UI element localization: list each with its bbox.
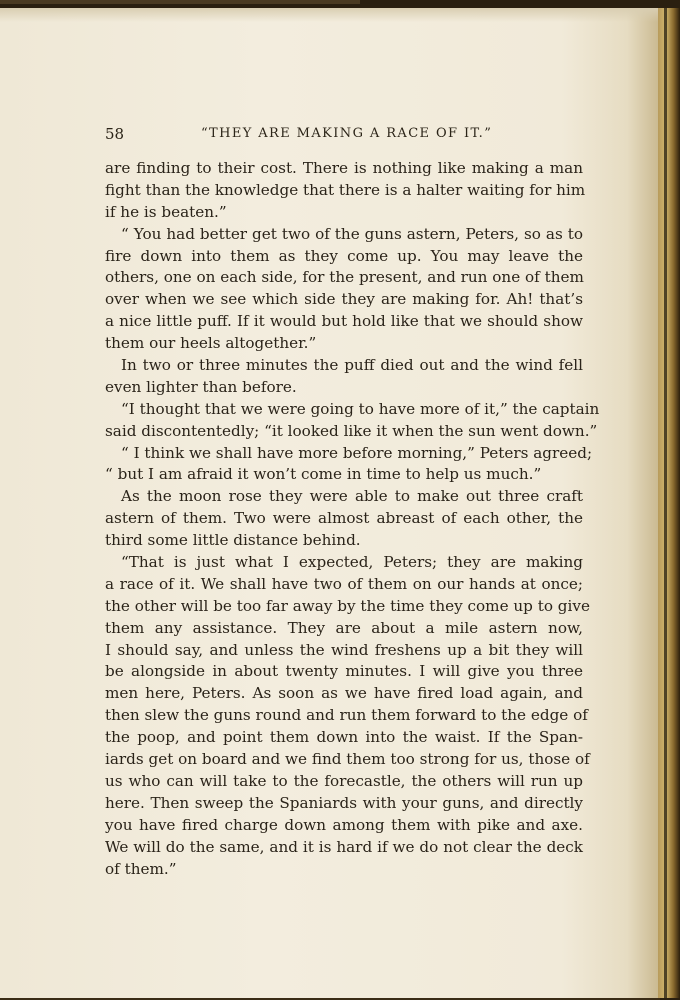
text-line: over when we see which side they are making for. Ah! that’s (105, 290, 583, 309)
text-line: you have fired charge down among them with pike and axe. (105, 815, 583, 834)
text-line: others, one on each side, for the present, and run one of them (105, 268, 584, 287)
text-line: In two or three minutes the puff died out and the wind fell (121, 356, 583, 375)
book-page (0, 8, 660, 1000)
text-line: of them.” (105, 859, 177, 878)
running-head: “THEY ARE MAKING A RACE OF IT.” (201, 126, 493, 141)
text-line: “That is just what I expected, Peters; they are making (121, 553, 583, 572)
text-line: said discontentedly; “it looked like it when the sun went down.” (105, 421, 598, 440)
text-line: a race of it. We shall have two of them on our hands at once; (105, 574, 583, 593)
text-line: “I thought that we were going to have more of it,” the captain (121, 399, 600, 418)
text-line: fight than the knowledge that there is a halter waiting for him (105, 180, 586, 199)
text-line: third some little distance behind. (105, 531, 361, 550)
text-line: men here, Peters. As soon as we have fired load again, and (105, 684, 583, 703)
text-line: the other will be too far away by the time they come up to give (105, 596, 590, 615)
book-spine-edge (658, 8, 680, 998)
body-text (105, 158, 600, 880)
text-line: here. Then sweep the Spaniards with your guns, and directly (105, 793, 583, 812)
text-line: them any assistance. They are about a mile astern now, (105, 618, 583, 637)
text-line: if he is beaten.” (105, 202, 227, 221)
text-line: fire down into them as they come up. You may leave the (105, 246, 583, 265)
top-edge-shadow (0, 0, 360, 4)
text-line: the poop, and point them down into the waist. If the Span- (105, 728, 583, 747)
text-line: “ I think we shall have more before morning,” Peters agreed; (121, 443, 593, 462)
text-line: “ You had better get two of the guns astern, Peters, so as to (121, 224, 583, 243)
text-line: As the moon rose they were able to make out three craft (121, 487, 583, 506)
text-line: I should say, and unless the wind freshens up a bit they will (105, 640, 583, 659)
text-line: be alongside in about twenty minutes. I will give you three (105, 662, 583, 681)
text-line: iards get on board and we find them too strong for us, those of (105, 750, 590, 769)
text-line: We will do the same, and it is hard if we do not clear the deck (105, 837, 583, 856)
text-line: them our heels altogether.” (105, 334, 317, 353)
text-line: are finding to their cost. There is nothing like making a man (105, 159, 583, 177)
page-header (105, 125, 583, 147)
page-number: 58 (105, 125, 125, 143)
text-line: a nice little puff. If it would but hold like that we should show (105, 312, 583, 331)
text-line: even lighter than before. (105, 377, 297, 396)
text-line: us who can will take to the forecastle, the others will run up (105, 771, 583, 790)
text-line: then slew the guns round and run them forward to the edge of (105, 706, 588, 725)
text-line: astern of them. Two were almost abreast of each other, the (105, 509, 583, 528)
text-line: “ but I am afraid it won’t come in time to help us much.” (105, 465, 542, 484)
